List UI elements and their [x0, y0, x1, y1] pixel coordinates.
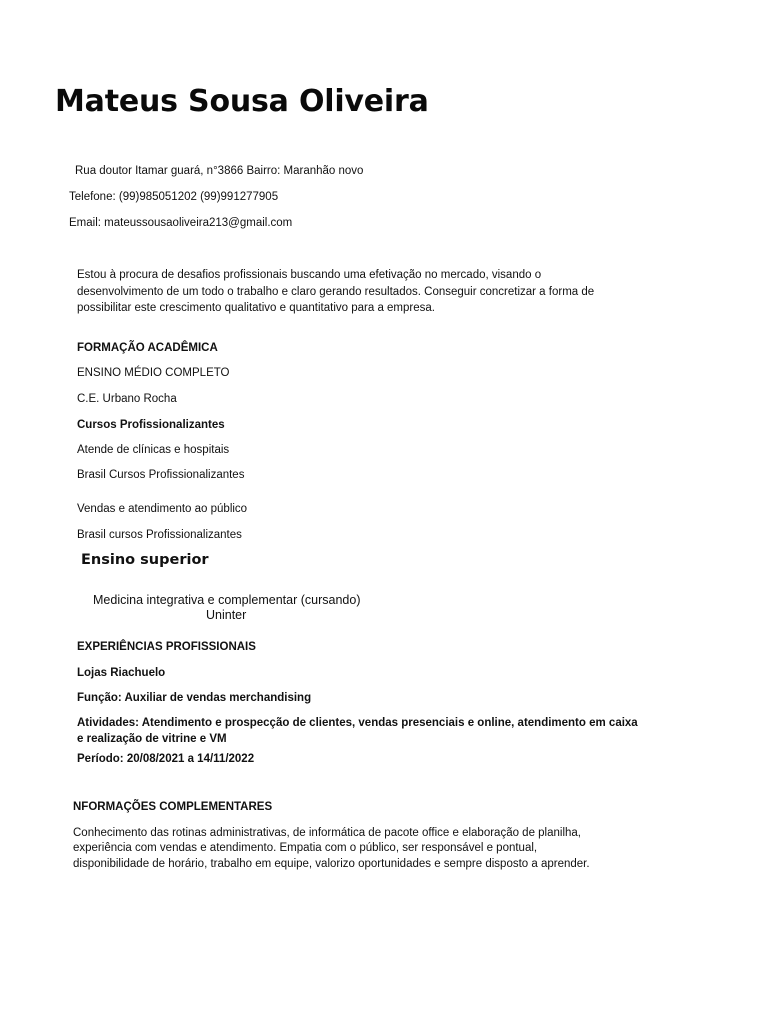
course-institution: Brasil cursos Profissionalizantes: [77, 529, 242, 541]
higher-education-course: Medicina integrativa e complementar (cursando): [93, 593, 361, 607]
objective-line: desenvolvimento de um todo o trabalho e claro gerando resultados. Conseguir concretizar a forma de: [77, 286, 595, 298]
education-heading: FORMAÇÃO ACADÊMICA: [77, 342, 218, 354]
complementary-line: disponibilidade de horário, trabalho em equipe, valorizo oportunidades e sempre disposto a aprender.: [73, 858, 590, 870]
course-name: Vendas e atendimento ao público: [77, 503, 248, 515]
resume-name: Mateus Sousa Oliveira: [55, 84, 429, 119]
complementary-line: Conhecimento das rotinas administrativas, de informática de pacote office e elaboração de planilha,: [73, 827, 582, 839]
complementary-heading: NFORMAÇÕES COMPLEMENTARES: [73, 801, 273, 813]
higher-education-heading: Ensino superior: [81, 552, 209, 568]
higher-education-institution: Uninter: [206, 608, 247, 622]
education-level: ENSINO MÉDIO COMPLETO: [77, 367, 230, 379]
experience-company: Lojas Riachuelo: [77, 667, 166, 679]
experience-activities: e realização de vitrine e VM: [77, 733, 227, 745]
experience-heading: EXPERIÊNCIAS PROFISSIONAIS: [77, 641, 256, 653]
course-name: Atende de clínicas e hospitais: [77, 444, 230, 456]
objective-line: Estou à procura de desafios profissionais buscando uma efetivação no mercado, visando o: [77, 269, 542, 281]
courses-heading: Cursos Profissionalizantes: [77, 419, 225, 431]
complementary-line: experiência com vendas e atendimento. Empatia com o público, ser responsável e pontual,: [73, 842, 538, 854]
contact-email: Email: mateussousaoliveira213@gmail.com: [69, 217, 293, 229]
contact-phone: Telefone: (99)985051202 (99)991277905: [69, 191, 279, 203]
objective-line: possibilitar este crescimento qualitativo e quantitativo para a empresa.: [77, 302, 435, 314]
education-school: C.E. Urbano Rocha: [77, 393, 177, 405]
experience-role: Função: Auxiliar de vendas merchandising: [77, 692, 312, 704]
experience-period: Período: 20/08/2021 a 14/11/2022: [77, 753, 255, 765]
course-institution: Brasil Cursos Profissionalizantes: [77, 469, 245, 481]
experience-activities: Atividades: Atendimento e prospecção de clientes, vendas presenciais e online, atendimento em caixa: [77, 717, 638, 729]
contact-address: Rua doutor Itamar guará, n°3866 Bairro: Maranhão novo: [75, 165, 364, 177]
